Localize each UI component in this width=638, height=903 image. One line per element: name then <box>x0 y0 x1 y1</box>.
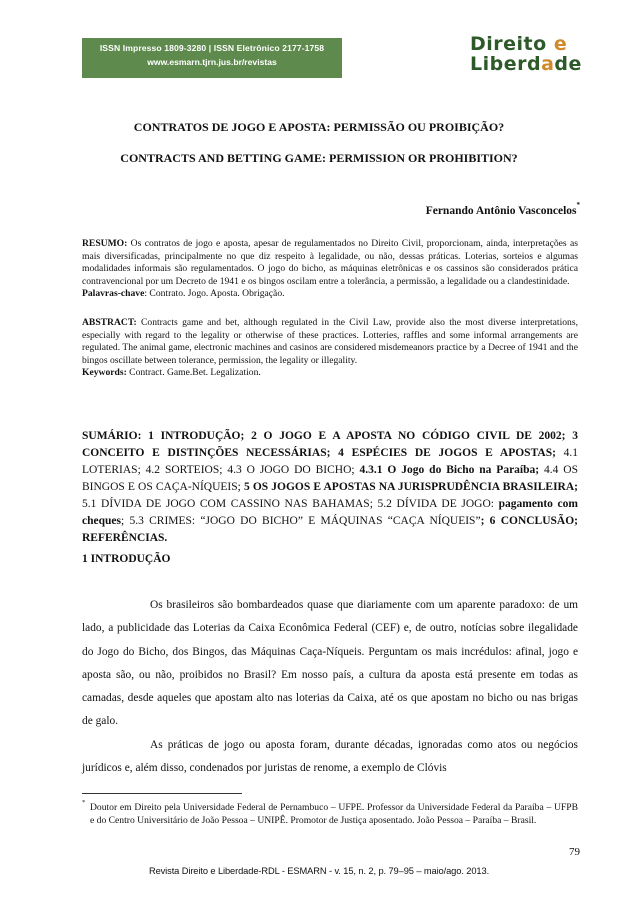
paragraph-2: As práticas de jogo ou aposta foram, durante décadas, ignoradas como atos ou negócios jurídicos e, além disso, condenados por juristas de renome, a exemplo de Clóvis <box>82 738 578 775</box>
footnote-mark: * <box>82 799 86 806</box>
logo-word-liberdade-b: a <box>541 53 555 75</box>
logo-word-liberdade-a: Liberd <box>470 53 542 75</box>
author-name <box>426 203 580 217</box>
issn-text: ISSN Impresso 1809-3280 | ISSN Eletrônico 2177-1758 <box>99 43 325 53</box>
footnote <box>82 798 578 827</box>
resumo-text: Os contratos de jogo e aposta, apesar de regulamentados no Direito Civil, proporcionam, ainda, interpretações as mais diversificadas, principalmente no que diz respeito à legalidade, ou não, dessas práticas. Loterias, sorteios e algumas modalidades informais são regulamentados. O jogo do bicho, as máquinas eletrônicas e os cassinos são considerados prática contravencional por um Decreto de 1941 e os bingos oscilam entre a tolerância, a permissão, a legalidade ou a clandestinidade. <box>82 238 578 287</box>
sumario-part-7: pagamento com cheques <box>82 498 578 527</box>
sumario-part-3: 4.3.1 O Jogo do Bicho na Paraíba; <box>359 464 540 476</box>
resumo-block <box>82 238 578 301</box>
palavras-chave-label: Palavras-chave <box>82 288 145 300</box>
logo-word-e: e <box>553 33 568 55</box>
sumario-part-2: 4.1 LOTERIAS; 4.2 SORTEIOS; 4.3 O JOGO DO BICHO; <box>82 447 578 476</box>
logo-word-liberdade-c: de <box>554 53 582 75</box>
running-footer: Revista Direito e Liberdade-RDL - ESMARN - v. 15, n. 2, p. 79–95 – maio/ago. 2013. <box>148 866 490 876</box>
sumario-part-4: 4.4 OS BINGOS E OS CAÇA-NÍQUEIS; <box>82 464 578 493</box>
body-text <box>82 594 578 780</box>
journal-logo <box>470 34 580 80</box>
abstract-block <box>82 317 578 380</box>
issn-banner <box>82 38 342 78</box>
abstract-label: ABSTRACT: <box>82 317 137 328</box>
page-number: 79 <box>569 846 580 858</box>
title-portuguese: CONTRATOS DE JOGO E APOSTA: PERMISSÃO OU PROIBIÇÃO? <box>133 120 505 134</box>
sumario-part-1: SUMÁRIO: 1 INTRODUÇÃO; 2 O JOGO E A APOSTA NO CÓDIGO CIVIL DE 2002; 3 CONCEITO E DISTINÇÕES NECESSÁRIAS; 4 ESPÉCIES DE JOGOS E APOSTAS; <box>82 430 578 459</box>
footnote-divider <box>82 793 242 794</box>
paragraph-1: Os brasileiros são bombardeados quase que diariamente com um aparente paradoxo: de um lado, a publicidade das Loterias da Caixa Econômica Federal (CEF) e, de outro, notícias sobre ilegalidade do Jogo do Bicho, dos Bingos, das Máquinas Caça-Níqueis. Perguntam os mais incrédulos: afinal, jogo e aposta são, ou não, proibidos no Brasil? Em nosso país, a cultura da aposta está presente em todas as camadas, desde aqueles que apostam alto nas loterias da Caixa, até os que apostam no bicho ou nas brigas de galo. <box>82 599 578 728</box>
logo-word-direito: Direito <box>470 33 547 55</box>
sumario-part-5: 5 OS JOGOS E APOSTAS NA JURISPRUDÊNCIA BRASILEIRA; <box>243 481 578 493</box>
footnote-text: Doutor em Direito pela Universidade Federal de Pernambuco – UFPE. Professor da Universidade Federal da Paraíba – UFPB e do Centro Universitário de João Pessoa – UNIPÊ. Promotor de Justiça aposentado. João Pessoa – Paraíba – Brasil. <box>87 802 578 827</box>
keywords-label: Keywords: <box>82 367 127 379</box>
sumario-part-8: ; 5.3 CRIMES: “JOGO DO BICHO” E MÁQUINAS “CAÇA NÍQUEIS” <box>120 515 481 527</box>
keywords-text: Contract. Game.Bet. Legalization. <box>126 367 261 379</box>
journal-url: www.esmarn.tjrn.jus.br/revistas <box>147 57 277 67</box>
abstract-text: Contracts game and bet, although regulated in the Civil Law, provide also the most diverse interpretations, especially with regard to the legality or otherwise of these practices. Lotteries, raffles and some informal arrangements are regulated. The animal game, electronic machines and casinos are considered misdemeanors practice by a Decree of 1941 and the bingos oscillate between tolerance, permission, the legality or illegality. <box>82 317 578 366</box>
sumario-part-6: 5.1 DÍVIDA DE JOGO COM CASSINO NAS BAHAMAS; 5.2 DÍVIDA DE JOGO: <box>82 498 499 510</box>
title-english: CONTRACTS AND BETTING GAME: PERMISSION OR PROHIBITION? <box>120 151 518 165</box>
resumo-label: RESUMO: <box>82 238 128 249</box>
sumario-part-9: ; 6 CONCLUSÃO; REFERÊNCIAS. <box>82 515 579 544</box>
section-heading: 1 INTRODUÇÃO <box>82 553 171 565</box>
author-footnote-mark: * <box>576 201 580 209</box>
sumario-block <box>82 428 578 547</box>
author-text: Fernando Antônio Vasconcelos <box>425 204 577 217</box>
palavras-chave-text: : Contrato. Jogo. Aposta. Obrigação. <box>144 288 285 300</box>
